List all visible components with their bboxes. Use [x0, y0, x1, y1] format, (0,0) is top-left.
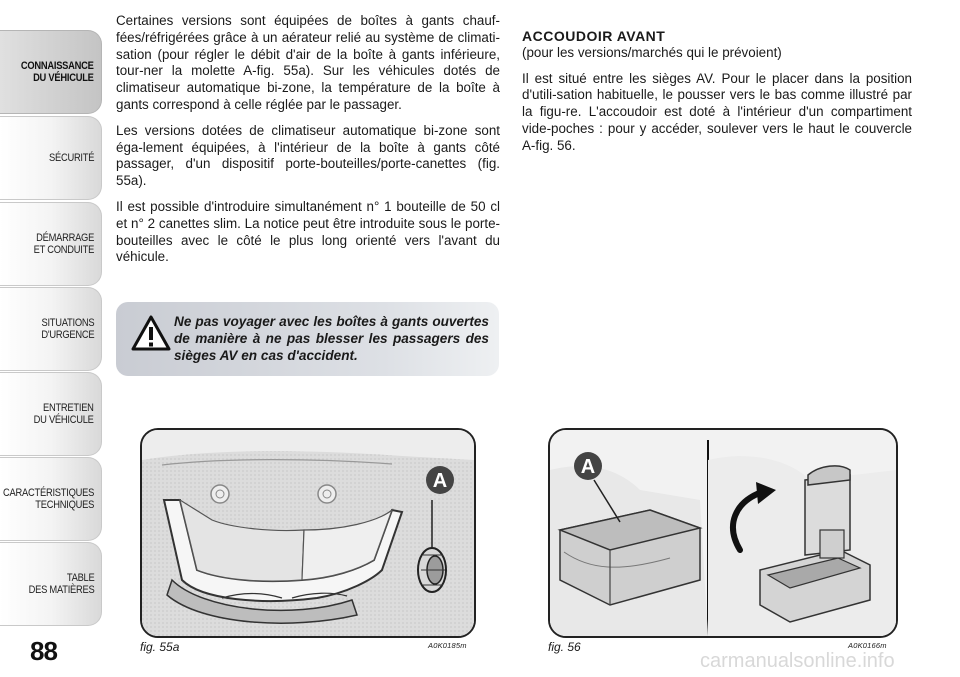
callout-a-label: A [432, 470, 448, 492]
tab-entretien-du-vehicule[interactable] [0, 372, 102, 456]
tab-caracteristiques-techniques[interactable] [0, 457, 102, 541]
figure-caption: fig. 56 [548, 640, 581, 654]
tab-label: ENTRETIEN DU VÉHICULE [33, 402, 94, 426]
callout-a-label: A [580, 456, 596, 478]
figure-code: A0K0166m [848, 641, 887, 650]
page-number: 88 [30, 636, 57, 666]
tab-label: CARACTÉRISTIQUES TECHNIQUES [2, 487, 94, 511]
section-subheading: (pour les versions/marchés qui le prévoient) [522, 44, 782, 60]
armrest-illustration [550, 430, 896, 636]
right-column [522, 28, 912, 164]
tab-situations-urgence[interactable] [0, 287, 102, 371]
tab-label: CONNAISSANCE DU VÉHICULE [21, 60, 94, 84]
tab-connaissance-du-vehicule[interactable] [0, 30, 102, 114]
paragraph: Certaines versions sont équipées de boîtes à gants chauf-fées/réfrigérées grâce à un aérateur relié au système de climati-sation (pour régler le débit d'air de la boîte à gants inférieure, tour-ner la molette A-fig. 55a). Sur les véhicules dotés de climatiseur automatique bi-zone, la température de la boîte à gants correspond à celle réglée par le passager. [116, 13, 500, 112]
figure-55a [140, 428, 476, 638]
paragraph: Il est situé entre les sièges AV. Pour le placer dans la position d'utili-sation habituelle, le pousser vers le bas comme illustré par la figu-re. L'accoudoir est doté à l'intérieur d'un compartiment vide-poches : pour y accéder, soulever vers le haut le couvercle A-fig. 56. [522, 70, 912, 153]
figure-code: A0K0185m [428, 641, 467, 650]
warning-text: Ne pas voyager avec les boîtes à gants ouvertes de manière à ne pas blesser les passagers des sièges AV en cas d'accident. [174, 314, 489, 363]
warning-triangle-icon [130, 314, 172, 352]
section-heading: ACCOUDOIR AVANT [522, 28, 666, 44]
tab-label: DÉMARRAGE ET CONDUITE [33, 232, 94, 256]
tab-demarrage-et-conduite[interactable] [0, 202, 102, 286]
figure-56 [548, 428, 898, 638]
tab-label: SITUATIONS D'URGENCE [40, 317, 94, 341]
warning-box [116, 302, 499, 376]
tab-label: SÉCURITÉ [48, 152, 94, 164]
left-column [116, 13, 500, 275]
glove-box-illustration [142, 430, 474, 636]
tab-securite[interactable] [0, 116, 102, 200]
figure-caption: fig. 55a [140, 640, 180, 654]
paragraph: Les versions dotées de climatiseur automatique bi-zone sont éga-lement équipées, à l'intérieur de la boîte à gants côté passager, d'un dispositif porte-bouteilles/porte-canettes (fig. 55a). [116, 122, 500, 189]
watermark: carmanualsonline.info [700, 650, 895, 672]
tab-table-des-matieres[interactable] [0, 542, 102, 626]
tab-label: TABLE DES MATIÈRES [28, 572, 94, 596]
paragraph: Il est possible d'introduire simultanément n° 1 bouteille de 50 cl et n° 2 canettes slim. La notice peut être introduite sous le porte-bouteilles avec le côté le plus long orienté vers l'avant du véhicule. [116, 198, 500, 265]
